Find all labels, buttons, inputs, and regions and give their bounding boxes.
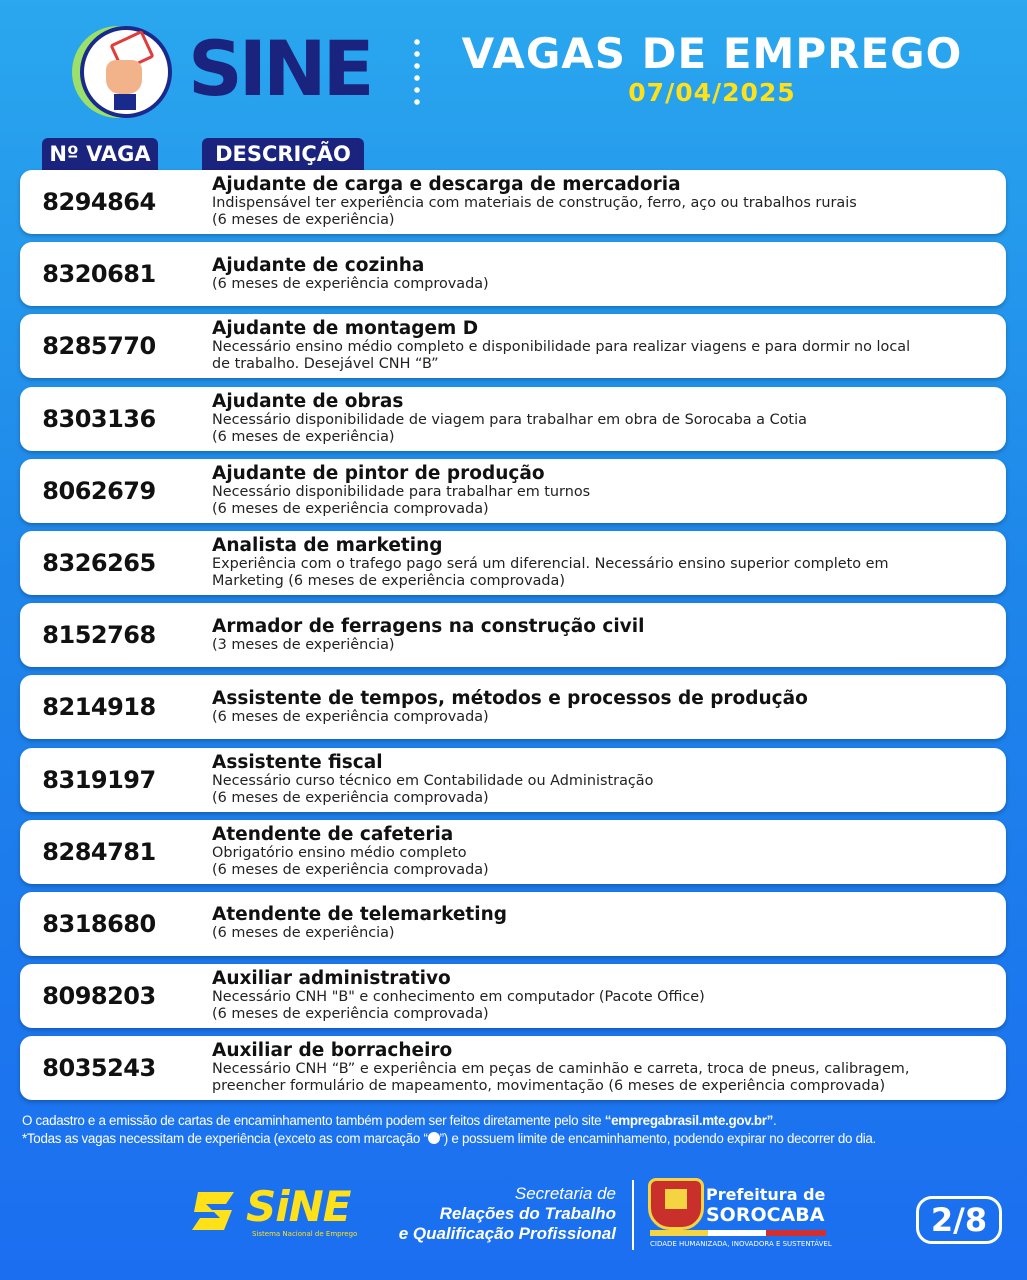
- job-row: [20, 964, 1006, 1028]
- job-number: 8318680: [42, 909, 156, 938]
- job-detail: (6 meses de experiência comprovada): [212, 789, 489, 806]
- job-detail: Marketing (6 meses de experiência comprovada): [212, 572, 565, 589]
- sine-logo-icon: [80, 26, 172, 118]
- prefeitura-city: SOROCABA: [706, 1204, 825, 1226]
- job-title: Ajudante de obras: [212, 390, 404, 412]
- job-title: Analista de marketing: [212, 534, 443, 556]
- job-row: [20, 387, 1006, 451]
- job-row: [20, 459, 1006, 523]
- job-title: Assistente fiscal: [212, 751, 383, 773]
- job-detail: (6 meses de experiência comprovada): [212, 861, 489, 878]
- footnote-line-2: *Todas as vagas necessitam de experiência (exceto as com marcação “ ”) e possuem limite de encaminhamento, podendo expirar no decorrer do dia.: [22, 1131, 876, 1146]
- job-detail: Necessário CNH “B” e experiência em peças de caminhão e carreta, troca de pneus, calibragem,: [212, 1061, 910, 1078]
- job-detail: Necessário ensino médio completo e disponibilidade para realizar viagens e para dormir no local: [212, 339, 911, 356]
- job-detail: (6 meses de experiência): [212, 925, 395, 942]
- job-number: 8320681: [42, 260, 156, 289]
- job-number: 8035243: [42, 1054, 156, 1083]
- job-row: [20, 314, 1006, 378]
- job-detail: (6 meses de experiência comprovada): [212, 1006, 489, 1023]
- job-row: [20, 820, 1006, 884]
- job-title: Ajudante de pintor de produção: [212, 462, 545, 484]
- footnote-line-1: O cadastro e a emissão de cartas de encaminhamento também podem ser feitos diretamente pelo site “empregabrasil.mte.gov.br”.: [22, 1113, 777, 1128]
- job-number: 8284781: [42, 837, 156, 866]
- job-detail: Experiência com o trafego pago será um diferencial. Necessário ensino superior completo em: [212, 555, 889, 572]
- job-detail: (6 meses de experiência): [212, 428, 395, 445]
- job-row: [20, 603, 1006, 667]
- footer-divider: [632, 1180, 634, 1250]
- prefeitura-label: Prefeitura de: [706, 1185, 826, 1204]
- job-row: [20, 892, 1006, 956]
- job-number: 8152768: [42, 621, 156, 650]
- job-row: [20, 1036, 1006, 1100]
- job-row: [20, 531, 1006, 595]
- flag-stripe: [650, 1230, 826, 1236]
- footnotes: [22, 1112, 1012, 1148]
- job-detail: (6 meses de experiência): [212, 212, 395, 228]
- job-number: 8326265: [42, 548, 156, 577]
- job-row: [20, 242, 1006, 306]
- job-detail: Necessário disponibilidade de viagem para trabalhar em obra de Sorocaba a Cotia: [212, 411, 807, 428]
- job-detail: (6 meses de experiência comprovada): [212, 708, 489, 725]
- page-indicator: 2/8: [916, 1196, 1002, 1244]
- job-title: Ajudante de cozinha: [212, 254, 425, 276]
- sine-footer-logo-icon: [190, 1186, 240, 1236]
- dot-marker-icon: [428, 1132, 440, 1144]
- job-detail: Necessário disponibilidade para trabalhar em turnos: [212, 483, 591, 500]
- job-number: 8098203: [42, 982, 156, 1011]
- job-title: Assistente de tempos, métodos e processos de produção: [212, 687, 808, 709]
- dotted-divider: [414, 36, 420, 108]
- job-title: Armador de ferragens na construção civil: [212, 615, 645, 637]
- site-link[interactable]: “empregabrasil.mte.gov.br”: [604, 1113, 774, 1128]
- coat-of-arms-icon: [648, 1178, 704, 1230]
- job-number: 8062679: [42, 476, 156, 505]
- job-detail: preencher formulário de mapeamento, movimentação (6 meses de experiência comprovada): [212, 1078, 886, 1095]
- job-title: Ajudante de carga e descarga de mercadoria: [212, 174, 681, 195]
- job-detail: Obrigatório ensino médio completo: [212, 844, 467, 861]
- prefeitura-tagline: CIDADE HUMANIZADA, INOVADORA E SUSTENTÁVEL: [650, 1240, 832, 1248]
- job-title: Atendente de telemarketing: [212, 904, 508, 926]
- hand-icon: [106, 60, 142, 94]
- job-list: [20, 170, 1006, 1108]
- job-row: [20, 748, 1006, 812]
- job-row: [20, 675, 1006, 739]
- sine-footer-subtitle: Sistema Nacional de Emprego: [252, 1230, 358, 1238]
- job-number: 8285770: [42, 332, 156, 361]
- job-detail: (6 meses de experiência comprovada): [212, 275, 489, 292]
- page-date: 07/04/2025: [628, 78, 796, 107]
- job-title: Ajudante de montagem D: [212, 318, 479, 340]
- job-number: 8294864: [42, 188, 156, 216]
- job-detail: Indispensável ter experiência com materiais de construção, ferro, aço ou trabalhos rurais: [212, 195, 857, 211]
- job-number: 8214918: [42, 693, 156, 722]
- job-detail: (3 meses de experiência): [212, 636, 395, 653]
- secretaria-logo: Secretaria de Relações do Trabalho e Qualificação Profissional: [398, 1184, 616, 1243]
- sine-footer-logo: SiNE: [246, 1182, 351, 1231]
- job-number: 8319197: [42, 765, 156, 794]
- brand-title: SINE: [188, 24, 371, 113]
- job-title: Auxiliar administrativo: [212, 968, 451, 990]
- job-number: 8303136: [42, 404, 156, 433]
- job-detail: Necessário CNH "B" e conhecimento em computador (Pacote Office): [212, 989, 705, 1006]
- job-title: Atendente de cafeteria: [212, 823, 454, 845]
- column-header-number: Nº VAGA: [42, 138, 158, 170]
- job-row: [20, 170, 1006, 234]
- page-title: VAGAS DE EMPREGO: [461, 29, 963, 78]
- job-title: Auxiliar de borracheiro: [212, 1040, 453, 1062]
- job-detail: (6 meses de experiência comprovada): [212, 500, 489, 517]
- job-detail: de trabalho. Desejável CNH “B”: [212, 356, 439, 373]
- job-detail: Necessário curso técnico em Contabilidade ou Administração: [212, 772, 654, 789]
- column-header-description: DESCRIÇÃO: [202, 138, 364, 170]
